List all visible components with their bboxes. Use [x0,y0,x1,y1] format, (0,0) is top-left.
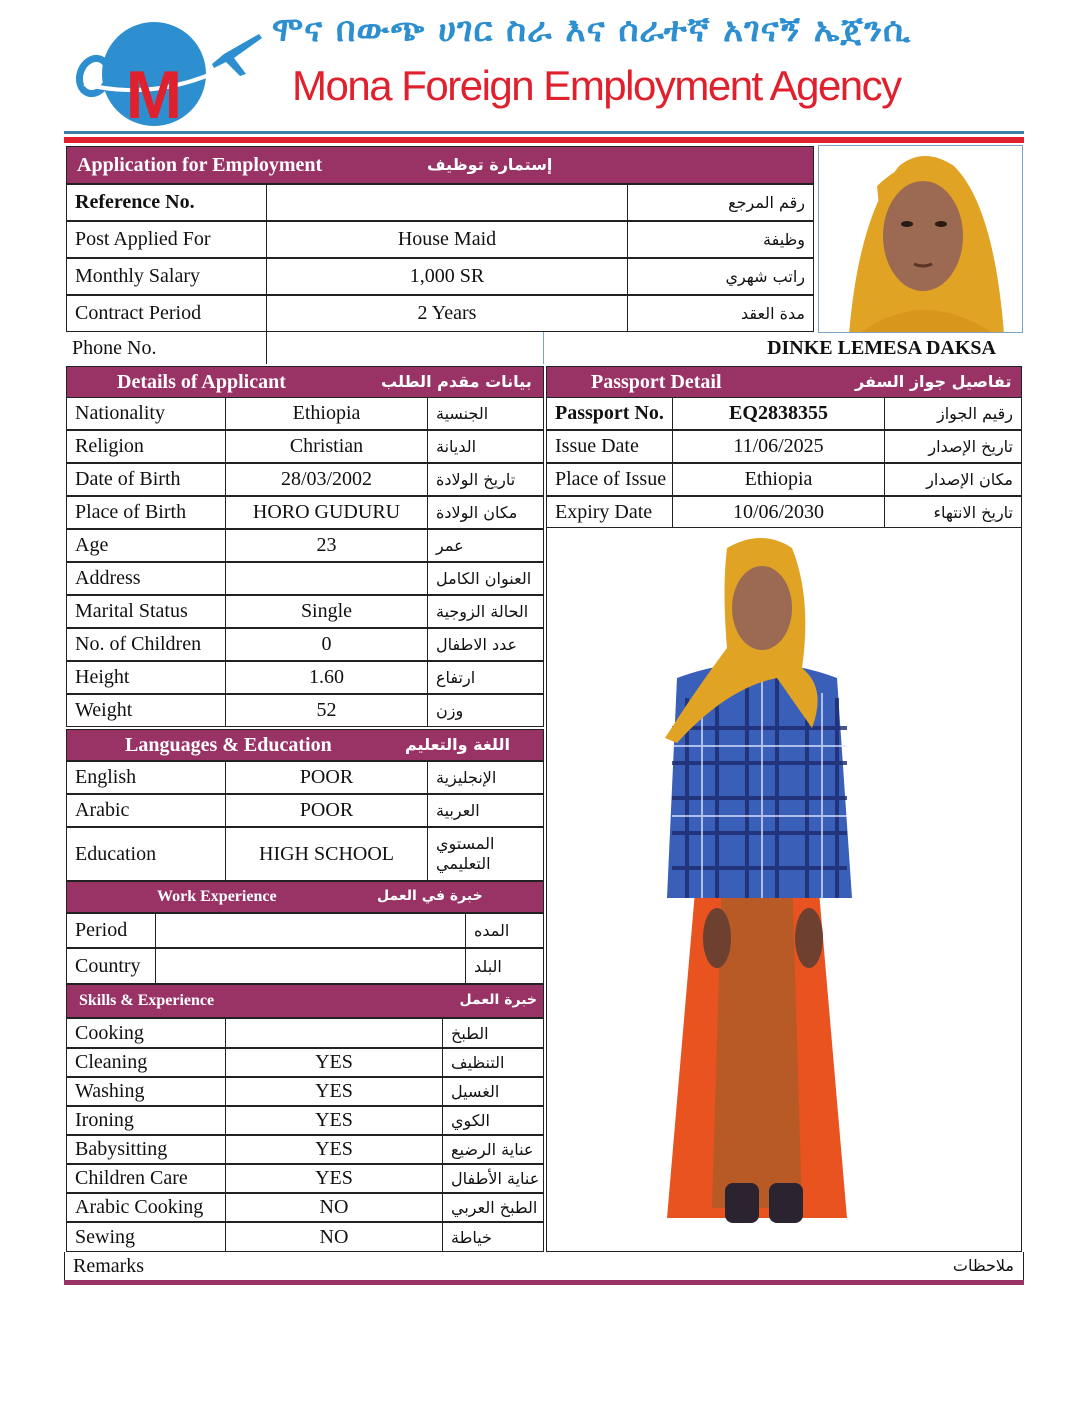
row-label: Post Applied For [66,221,267,258]
applicant-name: DINKE LEMESA DAKSA [767,337,996,359]
row-label: Cooking [66,1018,226,1048]
row-value[interactable]: Single [225,595,428,628]
applicant-title-ar: بيانات مقدم الطلب [381,372,532,391]
row-label: Education [66,827,226,881]
row-value[interactable]: HORO GUDURU [225,496,428,529]
row-value[interactable]: Christian [225,430,428,463]
work-title-ar: خبرة في العمل [377,888,483,904]
row-value[interactable]: NO [225,1222,443,1252]
row-label: Religion [66,430,226,463]
applicant-title-en: Details of Applicant [117,371,286,393]
row-value[interactable]: 11/06/2025 [672,430,885,463]
amharic-title: ሞና በውጭ ሀገር ስራ እና ሰራተኛ አገናኝ ኤጀንሲ [272,10,912,50]
row-label-ar: العنوان الكامل [427,562,544,595]
skills-header [66,984,544,1018]
row-label: Address [66,562,226,595]
row-value[interactable]: EQ2838355 [672,397,885,430]
row-label: Height [66,661,226,694]
row-label: No. of Children [66,628,226,661]
row-label: Period [66,913,156,948]
phone-label: Phone No. [64,332,267,364]
row-label-ar: وزن [427,694,544,727]
phone-value[interactable] [266,332,544,364]
skills-title-ar: خبرة العمل [459,992,537,1008]
full-body-photo [546,527,1022,1252]
header-rule-blue [64,131,1024,134]
passport-header [546,366,1022,398]
row-label-ar: عناية الرضيع [442,1135,544,1164]
row-label: Reference No. [66,184,267,221]
portrait-photo [818,145,1023,333]
row-label-ar: رقيم الجواز [884,397,1022,430]
row-label-ar: مكان الولادة [427,496,544,529]
row-label-ar: عناية الأطفال [442,1164,544,1193]
remarks-label-ar: ملاحظات [952,1256,1014,1275]
row-label: Age [66,529,226,562]
row-label: Passport No. [546,397,673,430]
row-label: Babysitting [66,1135,226,1164]
row-label-ar: عدد الاطفال [427,628,544,661]
row-value[interactable]: Ethiopia [672,463,885,496]
row-label-ar: العربية [427,794,544,827]
row-label: Contract Period [66,295,267,332]
row-label-ar: البلد [465,948,544,984]
row-value[interactable]: YES [225,1135,443,1164]
row-value[interactable]: YES [225,1077,443,1106]
agency-logo [74,14,264,126]
applicant-header [66,366,544,398]
work-title-en: Work Experience [157,888,277,905]
row-label: Arabic Cooking [66,1193,226,1222]
row-label: Place of Birth [66,496,226,529]
row-label-ar: عمر [427,529,544,562]
row-value[interactable]: 52 [225,694,428,727]
row-value[interactable]: House Maid [266,221,628,258]
row-label-ar: تاريخ الولادة [427,463,544,496]
row-label: Date of Birth [66,463,226,496]
row-value[interactable]: 10/06/2030 [672,496,885,529]
logo-letter: M [125,57,183,126]
row-label: Marital Status [66,595,226,628]
application-title-en: Application for Employment [77,154,323,176]
row-label: Issue Date [546,430,673,463]
row-label-ar: ارتفاع [427,661,544,694]
row-value[interactable]: POOR [225,794,428,827]
row-value[interactable]: 0 [225,628,428,661]
row-label-ar: تاريخ الإصدار [884,430,1022,463]
row-value[interactable] [225,1018,443,1048]
remarks-row [64,1252,1024,1281]
passport-title-en: Passport Detail [591,371,722,393]
row-label: Country [66,948,156,984]
bottom-rule [64,1280,1024,1285]
row-value[interactable]: YES [225,1164,443,1193]
row-label-ar: الجنسية [427,397,544,430]
row-value[interactable] [155,913,466,948]
row-label-ar: التنظيف [442,1048,544,1077]
remarks-label: Remarks [73,1255,145,1277]
languages-title-ar: اللغة والتعليم [405,735,510,754]
row-label: Monthly Salary [66,258,267,295]
row-value[interactable] [225,562,428,595]
row-label-ar: الكوي [442,1106,544,1135]
skills-title-en: Skills & Experience [79,992,215,1009]
application-header [66,146,814,184]
passport-title-ar: تفاصيل جواز السفر [855,372,1012,391]
agency-name: Mona Foreign Employment Agency [292,62,901,109]
row-label-ar: مكان الإصدار [884,463,1022,496]
application-title-ar: إستمارة توظيف [427,155,553,174]
row-value[interactable] [266,184,628,221]
row-value[interactable]: YES [225,1048,443,1077]
row-value[interactable]: 2 Years [266,295,628,332]
row-label-ar: وظيفة [627,221,814,258]
row-label-ar: خياطة [442,1222,544,1252]
row-label-ar: الغسيل [442,1077,544,1106]
header-rule-red [64,137,1024,143]
row-label-ar: تاريخ الانتهاء [884,496,1022,529]
row-label: Sewing [66,1222,226,1252]
languages-title-en: Languages & Education [125,734,332,756]
row-label: Nationality [66,397,226,430]
languages-header [66,729,544,761]
row-label-ar: راتب شهري [627,258,814,295]
row-value[interactable]: HIGH SCHOOL [225,827,428,881]
row-value[interactable]: YES [225,1106,443,1135]
row-label-ar: الطبخ العربي [442,1193,544,1222]
row-label-ar: الطبخ [442,1018,544,1048]
work-header [66,881,544,913]
row-label: Arabic [66,794,226,827]
row-label: English [66,761,226,794]
row-value[interactable]: Ethiopia [225,397,428,430]
row-label: Ironing [66,1106,226,1135]
row-label: Place of Issue [546,463,673,496]
row-label-ar: مدة العقد [627,295,814,332]
row-value[interactable] [155,948,466,984]
row-value[interactable]: 28/03/2002 [225,463,428,496]
row-label-ar: الحالة الزوجية [427,595,544,628]
row-label-ar: رقم المرجع [627,184,814,221]
row-label-ar: الديانة [427,430,544,463]
row-label: Expiry Date [546,496,673,529]
row-value[interactable]: POOR [225,761,428,794]
row-label-ar: المستوي التعليمي [427,827,544,881]
row-value[interactable]: 1.60 [225,661,428,694]
row-label: Children Care [66,1164,226,1193]
row-value[interactable]: 1,000 SR [266,258,628,295]
row-label-ar: الإنجليزية [427,761,544,794]
row-value[interactable]: NO [225,1193,443,1222]
row-value[interactable]: 23 [225,529,428,562]
row-label-ar: المده [465,913,544,948]
row-label: Washing [66,1077,226,1106]
row-label: Weight [66,694,226,727]
row-label: Cleaning [66,1048,226,1077]
